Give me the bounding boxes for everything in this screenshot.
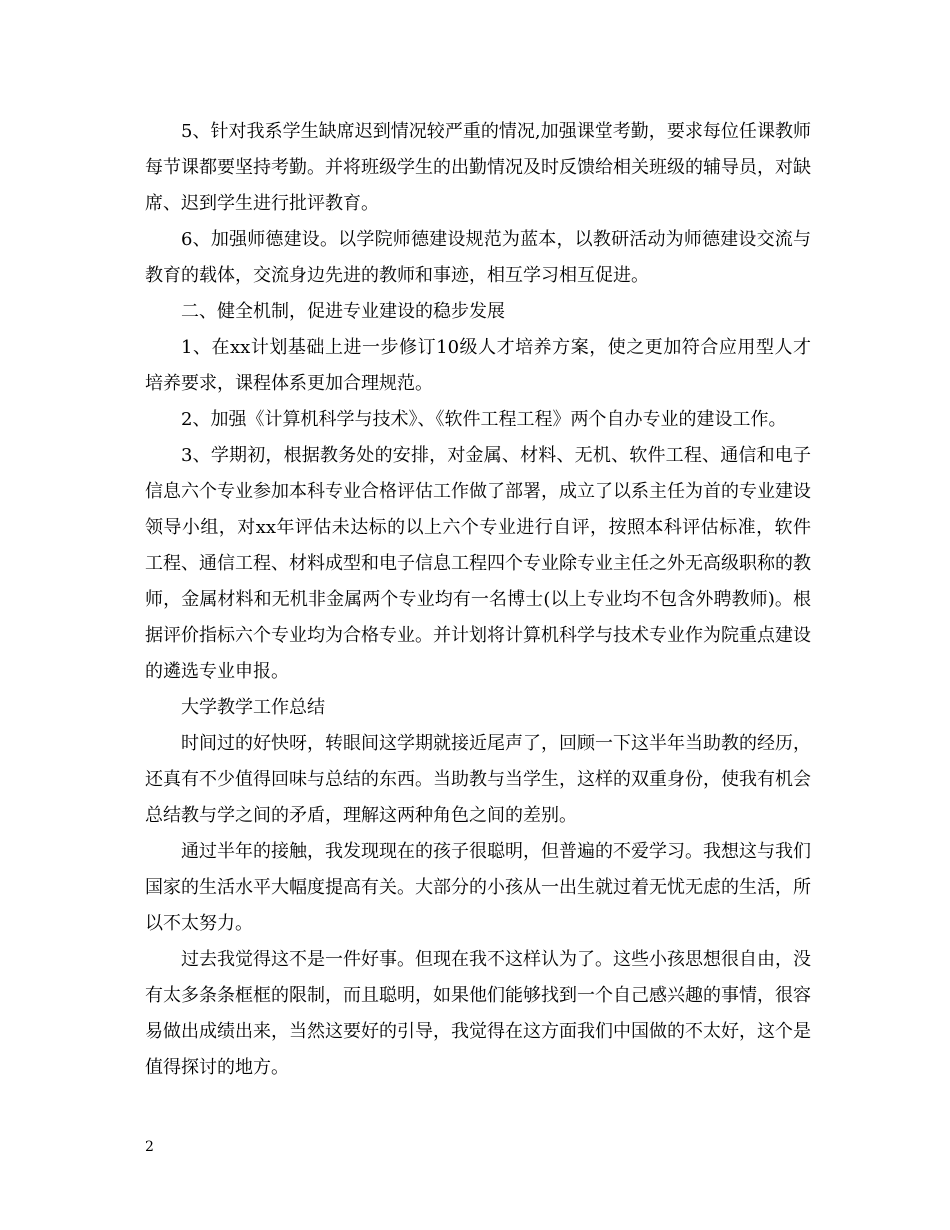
page-number: 2 xyxy=(145,1139,154,1155)
document-body xyxy=(145,114,811,1086)
paragraph-teacher-ethics: 6、加强师德建设。以学院师德建设规范为蓝本，以教研活动为师德建设交流与教育的载体，交流身边先进的教师和事迹，相互学习相互促进。 xyxy=(145,229,811,286)
paragraph-children: 通过半年的接触，我发现现在的孩子很聪明，但普遍的不爱学习。我想这与我们国家的生活水平大幅度提高有关。大部分的小孩从一出生就过着无忧无虑的生活，所以不太努力。 xyxy=(145,841,811,934)
paragraph-training-plan: 1、在xx计划基础上进一步修订10级人才培养方案，使之更加符合应用型人才培养要求，课程体系更加合理规范。 xyxy=(145,337,811,394)
paragraph-ta-experience: 时间过的好快呀，转眼间这学期就接近尾声了，回顾一下这半年当助教的经历，还真有不少值得回味与总结的东西。当助教与当学生，这样的双重身份，使我有机会总结教与学之间的矛盾，理解这两种角色之间的差别。 xyxy=(145,733,811,826)
paragraph-evaluation: 3、学期初，根据教务处的安排，对金属、材料、无机、软件工程、通信和电子信息六个专业参加本科专业合格评估工作做了部署，成立了以系主任为首的专业建设领导小组，对xx年评估未达标的以上六个专业进行自评，按照本科评估标准，软件工程、通信工程、材料成型和电子信息工程四个专业除专业主任之外无高级职称的教师，金属材料和无机非金属两个专业均有一名博士(以上专业均不包含外聘教师)。根据评价指标六个专业均为合格专业。并计划将计算机科学与技术专业作为院重点建设的遴选专业申报。 xyxy=(145,445,811,682)
paragraph-reflection: 过去我觉得这不是一件好事。但现在我不这样认为了。这些小孩思想很自由，没有太多条条框框的限制，而且聪明，如果他们能够找到一个自己感兴趣的事情，很容易做出成绩出来，当然这要好的引导，我觉得在这方面我们中国做的不太好，这个是值得探讨的地方。 xyxy=(145,949,811,1078)
section-heading-summary: 大学教学工作总结 xyxy=(181,697,325,718)
paragraph-major-construction: 2、加强《计算机科学与技术》、《软件工程工程》两个自办专业的建设工作。 xyxy=(181,409,787,430)
section-heading-mechanism: 二、健全机制，促进专业建设的稳步发展 xyxy=(181,301,505,322)
paragraph-attendance: 5、针对我系学生缺席迟到情况较严重的情况,加强课堂考勤，要求每位任课教师每节课都要坚持考勤。并将班级学生的出勤情况及时反馈给相关班级的辅导员，对缺席、迟到学生进行批评教育。 xyxy=(145,121,811,214)
